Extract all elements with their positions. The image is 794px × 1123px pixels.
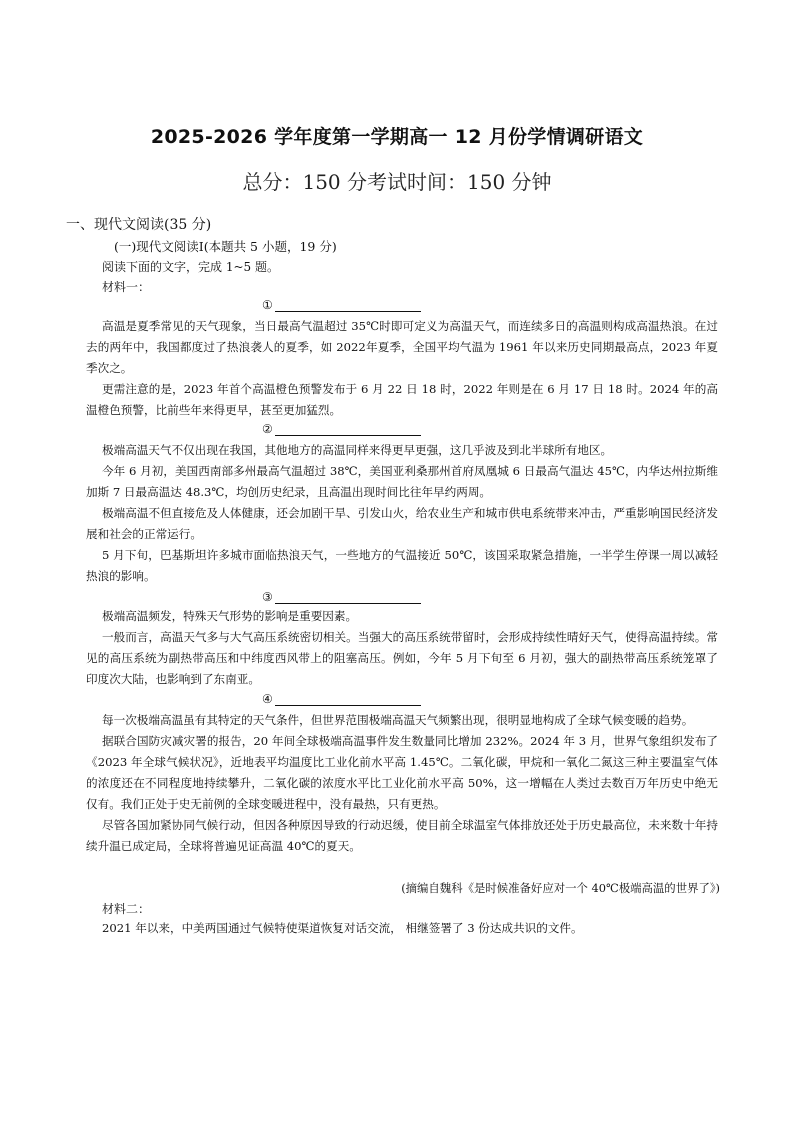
paragraph: 极端高温频发，特殊天气形势的影响是重要因素。 (102, 609, 358, 623)
paragraph: 据联合国防灾减灾署的报告，20 年间全球极端高温事件发生数量同比增加 232%。2024 年 3 月，世界气象组织发布了《2023 年全球气候状况》，近地表平均温度比工业化前水平高 1.45℃。二氧化碳，甲烷和一氧化二氮这三种主要温室气体的浓度还在不同程度地持续攀升，二氧化碳的浓度水平比工业化前水平高 50%，这一增幅在人类过去数百万年历史中绝无仅有。我们正处于史无前例的全球变暖进程中，没有最热，只有更热。 (86, 734, 718, 811)
paragraph-block-1 (86, 316, 718, 421)
paragraph-block-3 (86, 606, 718, 690)
blank-number: ④ (262, 692, 273, 706)
paragraph: 高温是夏季常见的天气现象，当日最高气温超过 35℃时即可定义为高温天气，而连续多日的高温则构成高温热浪。在过去的两年中，我国都度过了热浪袭人的夏季，如 2022年夏季，全国平均气温为 1961 年以来历史同期最高点，2023 年夏季次之。 (86, 319, 718, 375)
blank-underline (275, 423, 421, 436)
paragraph-block-5 (86, 918, 718, 939)
blank-underline (275, 591, 421, 604)
blank-underline (275, 693, 421, 706)
paragraph: 极端高温不但直接危及人体健康，还会加剧干旱、引发山火，给农业生产和城市供电系统带来冲击，严重影响国民经济发展和社会的正常运行。 (86, 506, 718, 541)
paragraph-block-2 (86, 440, 718, 587)
exam-title: 2025-2026 学年度第一学期高一 12 月份学情调研语文 (150, 126, 644, 148)
exam-subtitle: 总分：150 分考试时间：150 分钟 (242, 170, 552, 194)
paragraph: 一般而言，高温天气多与大气高压系统密切相关。当强大的高压系统带留时，会形成持续性晴好天气，使得高温持续。常见的高压系统为副热带高压和中纬度西风带上的阻塞高压。例如，今年 5 月下旬至 6 月初，强大的副热带高压系统笼罩了印度次大陆，也影响到了东南亚。 (86, 630, 718, 686)
paragraph: 今年 6 月初，美国西南部多州最高气温超过 38℃，美国亚利桑那州首府凤凰城 6 日最高气温达 45℃，内华达州拉斯维加斯 7 日最高温达 48.3℃，均创历史纪录，且高温出现时间比往年早约两周。 (86, 464, 718, 499)
blank-1 (262, 298, 421, 312)
paragraph: 2021 年以来，中美两国通过气候特使渠道恢复对话交流， 相继签署了 3 份达成共识的文件。 (102, 921, 583, 935)
instruction-text: 阅读下面的文字，完成 1~5 题。 (102, 260, 279, 274)
source-citation: (摘编自魏科《是时候准备好应对一个 40℃极端高温的世界了》) (401, 881, 720, 895)
subsection-heading: (一)现代文阅读Ⅰ(本题共 5 小题，19 分) (114, 239, 337, 254)
material-two-label: 材料二： (102, 902, 151, 916)
blank-3 (262, 590, 421, 604)
blank-number: ① (262, 298, 273, 312)
blank-number: ② (262, 422, 273, 436)
paragraph: 极端高温天气不仅出现在我国，其他地方的高温同样来得更早更强，这几乎波及到北半球所有地区。 (102, 443, 613, 457)
blank-4 (262, 692, 421, 706)
section-heading: 一、现代文阅读(35 分) (66, 217, 212, 233)
paragraph: 尽管各国加紧协同气候行动，但因各种原因导致的行动迟缓，使目前全球温室气体排放还处于历史最高位，未来数十年持续升温已成定局，全球将普遍见证高温 40℃的夏天。 (86, 818, 718, 853)
blank-underline (275, 299, 421, 312)
blank-2 (262, 422, 421, 436)
paragraph: 更需注意的是，2023 年首个高温橙色预警发布于 6 月 22 日 18 时，2022 年则是在 6 月 17 日 18 时。2024 年的高温橙色预警，比前些年来得更早，甚至更加猛烈。 (86, 382, 718, 417)
blank-number: ③ (262, 590, 273, 604)
material-one-label: 材料一： (102, 280, 151, 294)
paragraph-block-4 (86, 710, 718, 857)
paragraph: 每一次极端高温虽有其特定的天气条件，但世界范围极端高温天气频繁出现，很明显地构成了全球气候变暖的趋势。 (102, 713, 694, 727)
paragraph: 5 月下旬，巴基斯坦许多城市面临热浪天气，一些地方的气温接近 50℃，该国采取紧急措施，一半学生停课一周以减轻热浪的影响。 (86, 548, 718, 583)
